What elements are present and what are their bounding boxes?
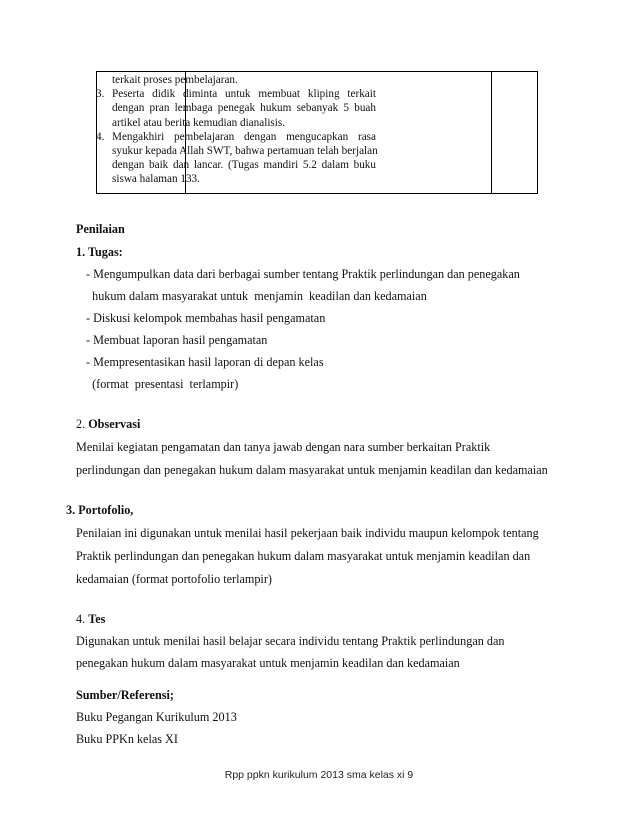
referensi-heading: Sumber/Referensi; xyxy=(76,688,174,702)
page-footer: Rpp ppkn kurikulum 2013 sma kelas xi 9 xyxy=(224,769,414,781)
tes-title xyxy=(76,612,105,627)
portofolio-line: Penilaian ini digunakan untuk menilai hasil pekerjaan baik individu maupun kelompok tentang xyxy=(76,526,539,540)
observasi-line: perlindungan dan penegakan hukum dalam masyarakat untuk menjamin keadilan dan kedamaian xyxy=(76,463,548,477)
observasi-line: Menilai kegiatan pengamatan dan tanya jawab dengan nara sumber berkaitan Praktik xyxy=(76,440,491,454)
table-activity-cell xyxy=(96,73,376,187)
portofolio-line: kedamaian (format portofolio terlampir) xyxy=(76,572,272,586)
table-column-divider xyxy=(491,72,492,193)
tugas-line: (format presentasi terlampir) xyxy=(86,377,239,391)
tes-label: Tes xyxy=(88,612,106,626)
tes-line: Digunakan untuk menilai hasil belajar secara individu tentang Praktik perlindungan dan xyxy=(76,634,505,648)
tugas-line: - Mengumpulkan data dari berbagai sumber tentang Praktik perlindungan dan penegakan xyxy=(86,267,520,281)
item-line: dengan pran lembaga penegak hukum sebanyak 5 buah xyxy=(112,102,376,115)
item-line: syukur kepada Allah SWT, bahwa pertamuan telah berjalan xyxy=(112,145,378,158)
tes-number: 4. xyxy=(76,612,86,626)
item-line: siswa halaman 133. xyxy=(112,173,200,186)
observasi-label: Observasi xyxy=(88,417,141,431)
tugas-title: 1. Tugas: xyxy=(76,245,123,259)
activity-item-3 xyxy=(96,87,376,130)
item-line: Peserta didik diminta untuk membuat kliping terkait xyxy=(112,88,376,101)
continuation-line: terkait proses pembelajaran. xyxy=(112,74,238,86)
portofolio-title: 3. Portofolio, xyxy=(66,503,134,517)
tes-line: penegakan hukum dalam masyarakat untuk menjamin keadilan dan kedamaian xyxy=(76,656,460,670)
activity-item-4 xyxy=(96,130,376,187)
tugas-line: - Diskusi kelompok membahas hasil pengamatan xyxy=(86,311,326,325)
tugas-line: - Membuat laporan hasil pengamatan xyxy=(86,333,268,347)
tugas-line: hukum dalam masyarakat untuk menjamin keadilan dan kedamaian xyxy=(86,289,427,303)
tugas-line: - Mempresentasikan hasil laporan di depan kelas xyxy=(86,355,324,369)
referensi-item: Buku Pegangan Kurikulum 2013 xyxy=(76,710,237,724)
item-line: artikel atau berita kemudian dianalisis. xyxy=(112,116,286,129)
observasi-title xyxy=(76,417,140,432)
item-line: Mengakhiri pembelajaran dengan mengucapkan rasa xyxy=(112,130,376,143)
penilaian-heading: Penilaian xyxy=(76,222,125,236)
item-number: 4. xyxy=(96,130,105,143)
item-number: 3. xyxy=(96,88,105,101)
observasi-number: 2. xyxy=(76,417,86,431)
referensi-item: Buku PPKn kelas XI xyxy=(76,732,178,746)
item-line: dengan baik dan lancar. (Tugas mandiri 5.2 dalam buku xyxy=(112,159,376,172)
portofolio-line: Praktik perlindungan dan penegakan hukum dalam masyarakat untuk menjamin keadilan dan xyxy=(76,549,531,563)
